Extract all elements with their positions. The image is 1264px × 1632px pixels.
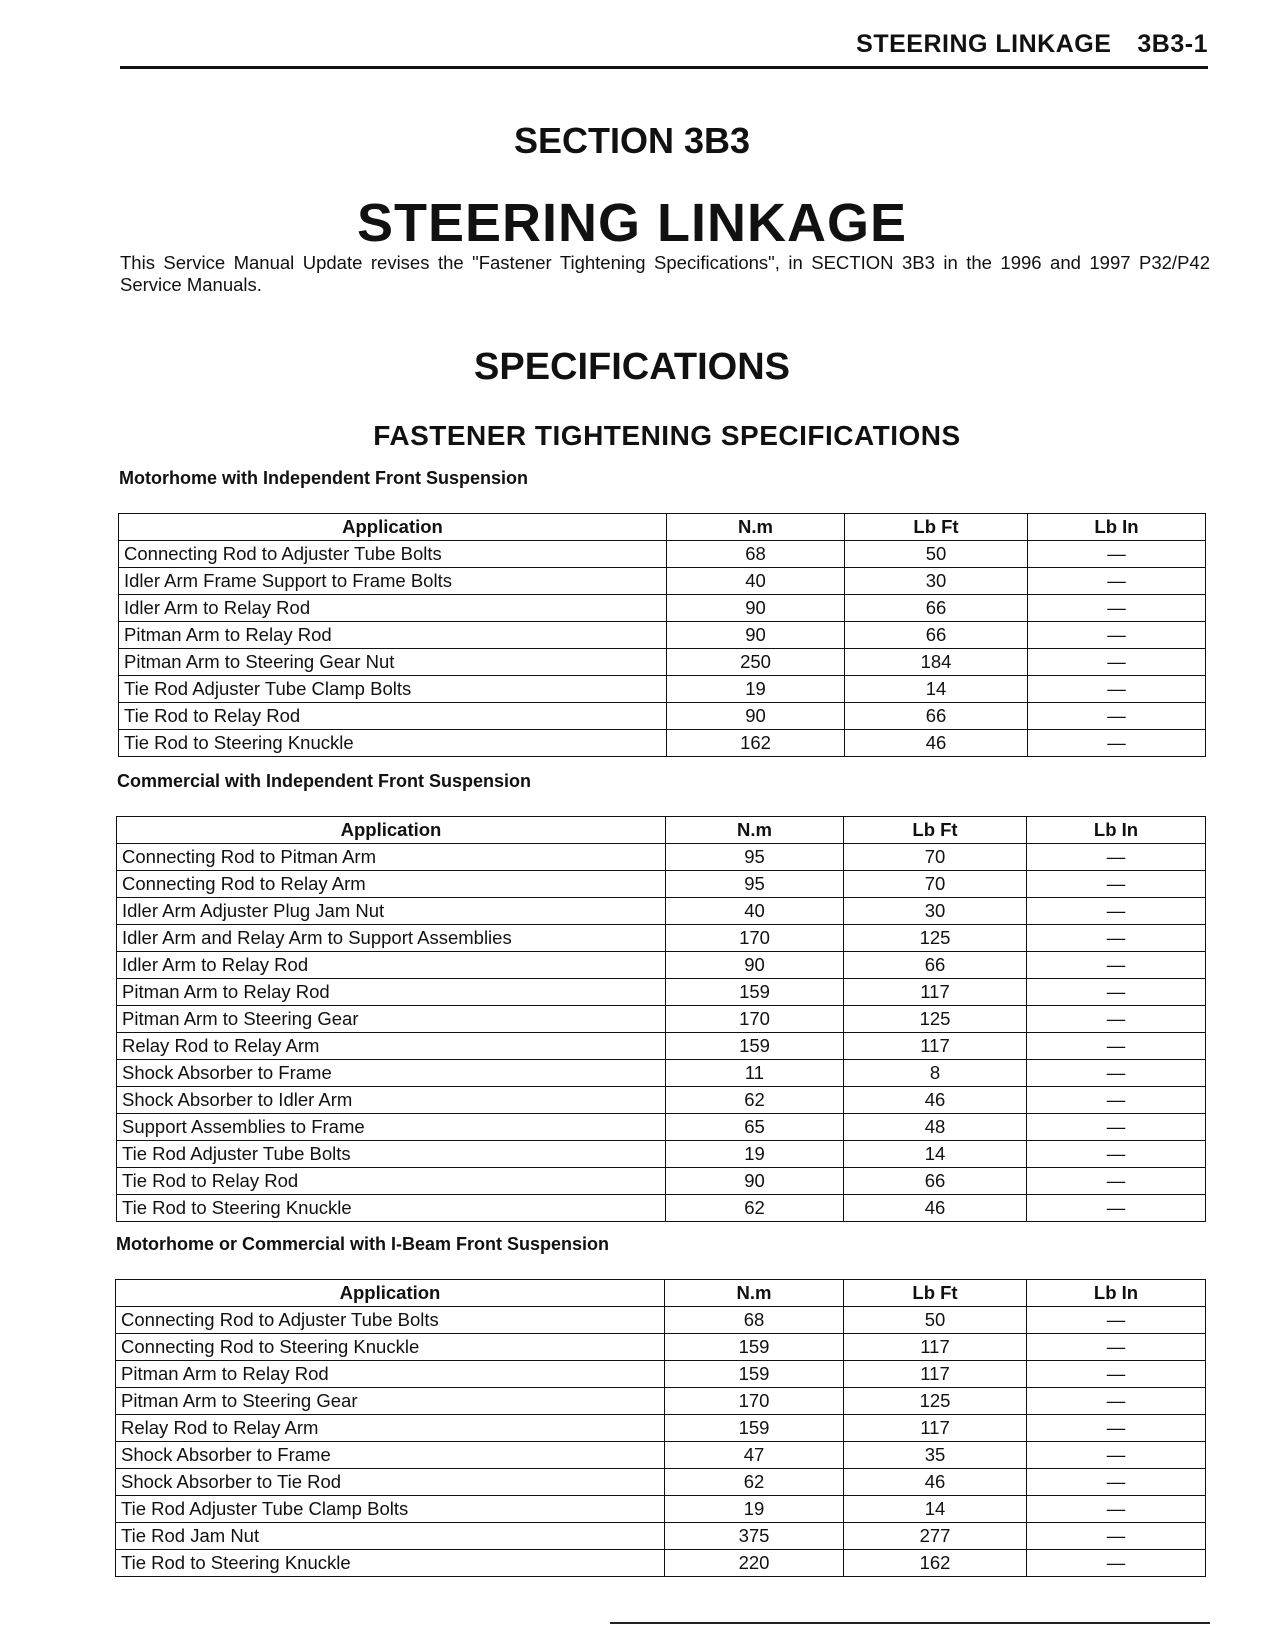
cell-nm: 159 [666,1033,844,1060]
cell-lbft: 277 [844,1523,1027,1550]
cell-nm: 170 [666,1006,844,1033]
cell-lbft: 30 [845,568,1028,595]
cell-lbft: 117 [844,1033,1027,1060]
cell-nm: 47 [665,1442,844,1469]
table-heading: Commercial with Independent Front Suspension [117,771,532,791]
table-row [117,871,1206,898]
table-row [116,1442,1206,1469]
cell-nm: 68 [667,541,845,568]
cell-nm: 220 [665,1550,844,1577]
column-header-lbin: Lb In [1027,817,1206,844]
cell-lbin: — [1027,1415,1206,1442]
running-header [120,30,1208,59]
footer-rule [610,1622,1210,1624]
cell-application: Connecting Rod to Pitman Arm [117,844,666,871]
cell-application: Idler Arm Adjuster Plug Jam Nut [117,898,666,925]
cell-nm: 159 [665,1334,844,1361]
cell-application: Pitman Arm to Steering Gear Nut [119,649,667,676]
cell-lbin: — [1027,871,1206,898]
cell-application: Tie Rod to Relay Rod [117,1168,666,1195]
cell-nm: 159 [665,1415,844,1442]
cell-application: Tie Rod to Relay Rod [119,703,667,730]
column-header-lbft: Lb Ft [845,514,1028,541]
column-header-application: Application [117,817,666,844]
cell-lbin: — [1027,952,1206,979]
running-title: STEERING LINKAGE [856,30,1112,58]
cell-lbin: — [1027,1523,1206,1550]
cell-nm: 162 [667,730,845,757]
cell-lbin: — [1027,1087,1206,1114]
table-row [117,1114,1206,1141]
table-row [117,979,1206,1006]
cell-lbin: — [1027,1033,1206,1060]
spec-table-motorhome-ifs [118,513,1206,757]
table-row [119,730,1206,757]
cell-lbin: — [1027,1060,1206,1087]
table-row [116,1523,1206,1550]
table-row [117,844,1206,871]
cell-lbft: 30 [844,898,1027,925]
cell-application: Connecting Rod to Adjuster Tube Bolts [116,1307,665,1334]
cell-lbin: — [1027,1388,1206,1415]
cell-lbin: — [1027,1168,1206,1195]
table-row [119,649,1206,676]
cell-application: Shock Absorber to Idler Arm [117,1087,666,1114]
cell-nm: 62 [666,1087,844,1114]
cell-lbft: 14 [844,1496,1027,1523]
cell-application: Connecting Rod to Adjuster Tube Bolts [119,541,667,568]
page-title: STEERING LINKAGE [356,193,908,253]
cell-application: Shock Absorber to Frame [117,1060,666,1087]
cell-lbft: 14 [844,1141,1027,1168]
cell-lbin: — [1028,730,1206,757]
cell-lbft: 46 [845,730,1028,757]
cell-lbft: 66 [844,1168,1027,1195]
table-row [119,568,1206,595]
cell-lbin: — [1028,541,1206,568]
column-header-nm: N.m [666,817,844,844]
cell-application: Idler Arm and Relay Arm to Support Assemblies [117,925,666,952]
cell-lbft: 125 [844,1388,1027,1415]
cell-lbft: 184 [845,649,1028,676]
table-header-row [116,1280,1206,1307]
cell-lbin: — [1027,1006,1206,1033]
column-header-lbin: Lb In [1028,514,1206,541]
column-header-lbft: Lb Ft [844,817,1027,844]
cell-lbin: — [1028,595,1206,622]
cell-lbft: 46 [844,1087,1027,1114]
table-row [117,1060,1206,1087]
cell-lbft: 117 [844,1361,1027,1388]
cell-lbft: 162 [844,1550,1027,1577]
cell-lbin: — [1027,1141,1206,1168]
cell-lbin: — [1027,844,1206,871]
cell-nm: 250 [667,649,845,676]
cell-application: Tie Rod Adjuster Tube Clamp Bolts [119,676,667,703]
cell-nm: 159 [665,1361,844,1388]
specifications-heading: SPECIFICATIONS [474,346,790,388]
spec-table-ibeam [115,1279,1206,1577]
cell-nm: 65 [666,1114,844,1141]
cell-application: Shock Absorber to Frame [116,1442,665,1469]
cell-nm: 90 [666,952,844,979]
cell-nm: 90 [666,1168,844,1195]
cell-lbft: 8 [844,1060,1027,1087]
header-rule [120,66,1208,69]
cell-lbin: — [1027,1195,1206,1222]
cell-lbin: — [1028,568,1206,595]
table-row [119,595,1206,622]
cell-lbft: 46 [844,1469,1027,1496]
cell-application: Idler Arm to Relay Rod [117,952,666,979]
cell-nm: 19 [665,1496,844,1523]
cell-nm: 68 [665,1307,844,1334]
cell-nm: 170 [666,925,844,952]
table-row [116,1550,1206,1577]
section-label: SECTION 3B3 [513,120,751,161]
cell-lbin: — [1028,622,1206,649]
column-header-application: Application [119,514,667,541]
intro-paragraph: This Service Manual Update revises the "Fastener Tightening Specifications", in SECTION 3B3 in the 1996 and 1997 P32/P42 Service Manuals. [120,252,1210,295]
cell-lbin: — [1027,925,1206,952]
cell-nm: 170 [665,1388,844,1415]
table-row [116,1496,1206,1523]
cell-lbft: 66 [845,622,1028,649]
cell-lbft: 66 [844,952,1027,979]
table-row [119,703,1206,730]
cell-lbin: — [1027,1442,1206,1469]
column-header-nm: N.m [665,1280,844,1307]
cell-nm: 159 [666,979,844,1006]
cell-application: Tie Rod Adjuster Tube Bolts [117,1141,666,1168]
table-row [116,1415,1206,1442]
cell-application: Shock Absorber to Tie Rod [116,1469,665,1496]
cell-application: Tie Rod to Steering Knuckle [119,730,667,757]
cell-lbin: — [1027,1361,1206,1388]
cell-nm: 375 [665,1523,844,1550]
table-row [117,1141,1206,1168]
cell-nm: 95 [666,871,844,898]
cell-application: Relay Rod to Relay Arm [116,1415,665,1442]
cell-lbft: 46 [844,1195,1027,1222]
cell-application: Relay Rod to Relay Arm [117,1033,666,1060]
cell-nm: 90 [667,703,845,730]
cell-lbft: 117 [844,1415,1027,1442]
cell-lbft: 66 [845,703,1028,730]
cell-lbft: 70 [844,844,1027,871]
cell-lbft: 125 [844,925,1027,952]
cell-application: Connecting Rod to Relay Arm [117,871,666,898]
cell-nm: 90 [667,622,845,649]
table-row [116,1334,1206,1361]
cell-application: Idler Arm to Relay Rod [119,595,667,622]
table-row [116,1361,1206,1388]
cell-application: Pitman Arm to Relay Rod [116,1361,665,1388]
cell-lbft: 66 [845,595,1028,622]
cell-lbft: 70 [844,871,1027,898]
table-row [116,1388,1206,1415]
cell-application: Connecting Rod to Steering Knuckle [116,1334,665,1361]
page-number: 3B3-1 [1137,30,1208,58]
cell-nm: 11 [666,1060,844,1087]
table-row [119,676,1206,703]
table-row [116,1307,1206,1334]
table-header-row [119,514,1206,541]
cell-application: Tie Rod Jam Nut [116,1523,665,1550]
cell-lbin: — [1027,898,1206,925]
column-header-application: Application [116,1280,665,1307]
column-header-lbin: Lb In [1027,1280,1206,1307]
cell-nm: 19 [666,1141,844,1168]
cell-nm: 90 [667,595,845,622]
spec-table-commercial-ifs [116,816,1206,1222]
column-header-nm: N.m [667,514,845,541]
table-row [117,1168,1206,1195]
cell-application: Support Assemblies to Frame [117,1114,666,1141]
cell-application: Pitman Arm to Steering Gear [116,1388,665,1415]
cell-lbin: — [1028,703,1206,730]
cell-lbin: — [1028,649,1206,676]
cell-lbin: — [1027,1334,1206,1361]
cell-nm: 62 [665,1469,844,1496]
table-heading: Motorhome or Commercial with I-Beam Front Suspension [116,1234,610,1254]
cell-lbin: — [1027,1496,1206,1523]
cell-nm: 95 [666,844,844,871]
cell-lbin: — [1027,1550,1206,1577]
table-row [116,1469,1206,1496]
table-row [117,925,1206,952]
cell-nm: 40 [667,568,845,595]
cell-nm: 40 [666,898,844,925]
table-row [117,952,1206,979]
cell-nm: 62 [666,1195,844,1222]
table-row [117,898,1206,925]
fastener-heading: FASTENER TIGHTENING SPECIFICATIONS [373,420,961,451]
table-row [117,1195,1206,1222]
cell-application: Idler Arm Frame Support to Frame Bolts [119,568,667,595]
table-header-row [117,817,1206,844]
table-row [117,1033,1206,1060]
cell-lbft: 50 [844,1307,1027,1334]
table-row [119,541,1206,568]
cell-lbft: 48 [844,1114,1027,1141]
table-row [119,622,1206,649]
column-header-lbft: Lb Ft [844,1280,1027,1307]
cell-application: Tie Rod to Steering Knuckle [117,1195,666,1222]
table-row [117,1006,1206,1033]
cell-lbin: — [1028,676,1206,703]
cell-lbin: — [1027,1469,1206,1496]
cell-application: Tie Rod Adjuster Tube Clamp Bolts [116,1496,665,1523]
cell-lbin: — [1027,1114,1206,1141]
table-row [117,1087,1206,1114]
cell-nm: 19 [667,676,845,703]
cell-application: Tie Rod to Steering Knuckle [116,1550,665,1577]
cell-lbft: 50 [845,541,1028,568]
cell-application: Pitman Arm to Relay Rod [117,979,666,1006]
cell-lbft: 117 [844,1334,1027,1361]
cell-lbin: — [1027,979,1206,1006]
cell-lbin: — [1027,1307,1206,1334]
cell-lbft: 14 [845,676,1028,703]
cell-lbft: 35 [844,1442,1027,1469]
cell-application: Pitman Arm to Relay Rod [119,622,667,649]
cell-application: Pitman Arm to Steering Gear [117,1006,666,1033]
cell-lbft: 117 [844,979,1027,1006]
cell-lbft: 125 [844,1006,1027,1033]
table-heading: Motorhome with Independent Front Suspension [119,468,528,488]
